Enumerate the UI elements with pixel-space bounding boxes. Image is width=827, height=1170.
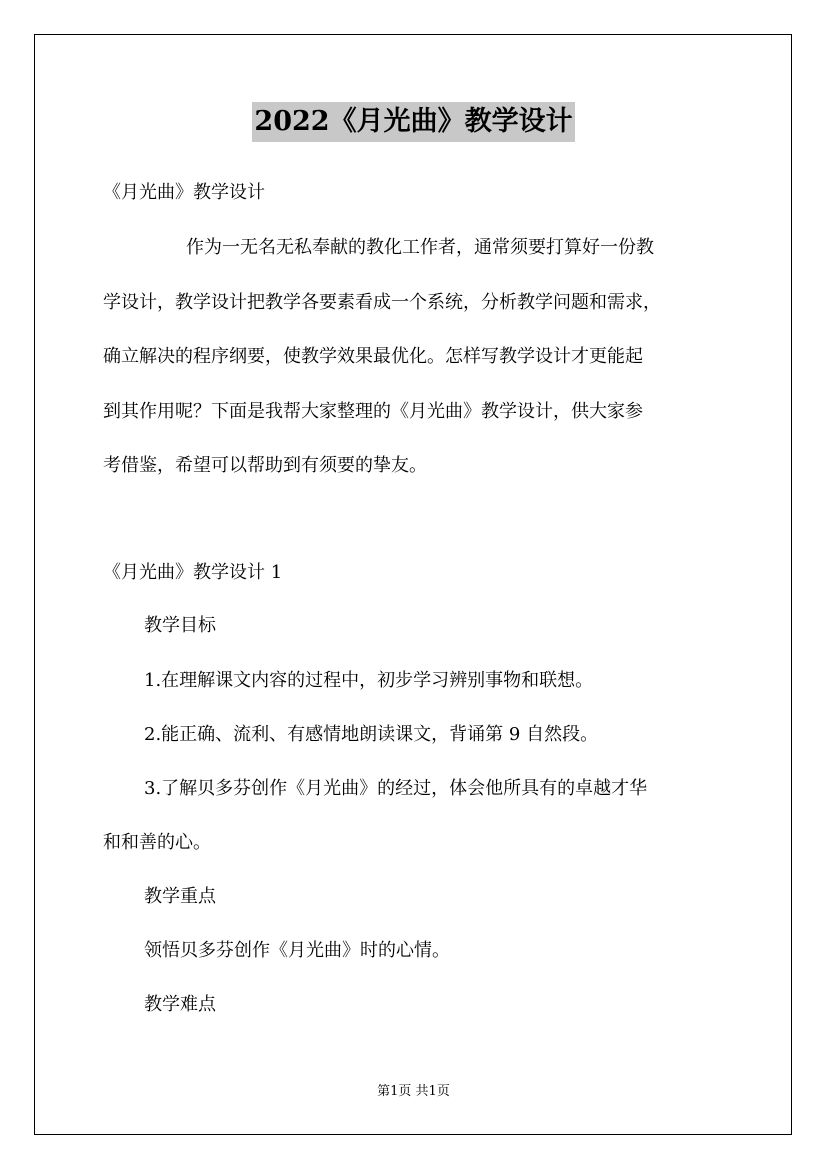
subtitle: 《月光曲》教学设计 (103, 182, 265, 203)
intro-line-1: 作为一无名无私奉献的教化工作者，通常须要打算好一份教 (186, 237, 654, 258)
goals-heading: 教学目标 (144, 615, 216, 636)
page-number: 第1页 共1页 (377, 1084, 450, 1099)
document-title: 2022《月光曲》教学设计 (252, 102, 574, 142)
goal-2: 2.能正确、流利、有感情地朗读课文，背诵第 9 自然段。 (144, 724, 599, 745)
intro-line-5: 考借鉴，希望可以帮助到有须要的挚友。 (103, 455, 427, 476)
intro-line-4: 到其作用呢？下面是我帮大家整理的《月光曲》教学设计，供大家参 (103, 401, 643, 422)
goal-3-line-2: 和和善的心。 (103, 832, 211, 853)
key-heading: 教学重点 (144, 886, 216, 907)
goal-1: 1.在理解课文内容的过程中，初步学习辨别事物和联想。 (144, 670, 594, 691)
difficulty-heading: 教学难点 (144, 994, 216, 1015)
document-title-wrapper (0, 102, 827, 142)
key-text: 领悟贝多芬创作《月光曲》时的心情。 (144, 940, 450, 961)
goal-3-line-1: 3.了解贝多芬创作《月光曲》的经过，体会他所具有的卓越才华 (144, 778, 648, 799)
section1-heading: 《月光曲》教学设计 1 (103, 562, 283, 583)
intro-line-2: 学设计，教学设计把教学各要素看成一个系统，分析教学问题和需求， (103, 292, 661, 313)
intro-line-3: 确立解决的程序纲要，使教学效果最优化。怎样写教学设计才更能起 (103, 346, 643, 367)
